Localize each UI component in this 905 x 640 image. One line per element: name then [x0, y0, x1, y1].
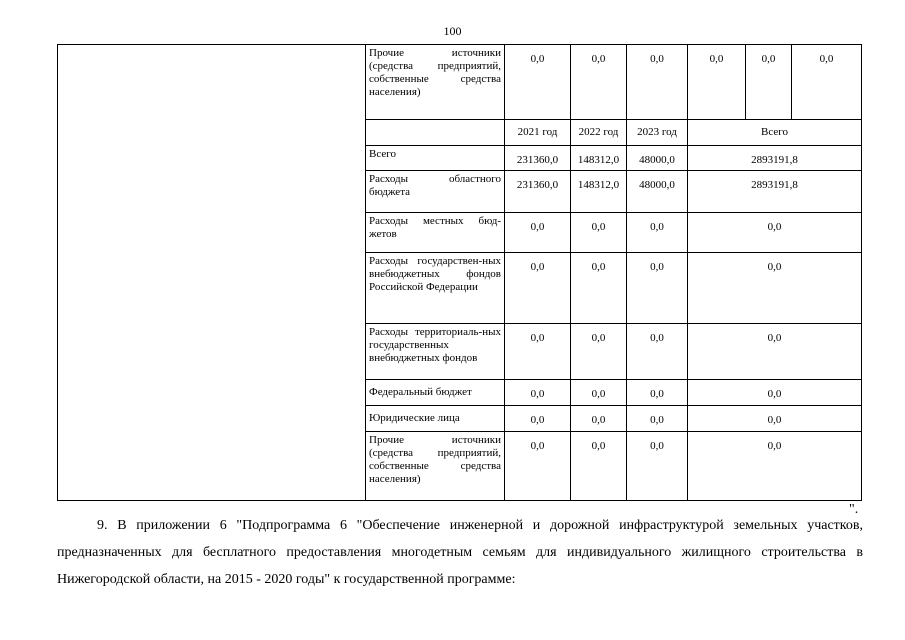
amendment-paragraph-text: 9. В приложении 6 "Подпрограмма 6 "Обеспечение инженерной и дорожной инфраструктурой земельных участков, предназначенных для бесплатного предоставления многодетным семьям для индивидуального жилищного строительства в Нижегородской области, на 2015 - 2020 годы" к государственной программе:: [57, 518, 863, 587]
row-label: Федеральный бюджет: [366, 380, 505, 406]
row-label: Прочие источники (средства предприятий, собственные средства населения): [366, 45, 505, 120]
cell-value: 0,0: [627, 213, 688, 253]
cell-value: 148312,0: [571, 146, 627, 171]
cell-total: 2893191,8: [688, 146, 862, 171]
cell-value: 0,0: [688, 45, 746, 120]
closing-quote: ".: [849, 502, 859, 517]
row-label: Расходы областного бюджета: [366, 171, 505, 213]
cell-value: 0,0: [571, 45, 627, 120]
table-row-other-sources-top: [58, 45, 862, 120]
cell-total: 0,0: [688, 380, 862, 406]
cell-total: 0,0: [688, 432, 862, 501]
blank-left-cell: [58, 45, 366, 501]
cell-total: 0,0: [688, 324, 862, 380]
cell-value: 48000,0: [627, 171, 688, 213]
cell-value: 0,0: [505, 432, 571, 501]
cell-value: 0,0: [746, 45, 792, 120]
cell-value: 0,0: [571, 380, 627, 406]
cell-total: 0,0: [688, 406, 862, 432]
cell-value: 0,0: [627, 324, 688, 380]
cell-value: 0,0: [571, 406, 627, 432]
row-label: Юридические лица: [366, 406, 505, 432]
cell-total: 0,0: [688, 213, 862, 253]
cell-value: 0,0: [505, 324, 571, 380]
header-empty-cell: [366, 120, 505, 146]
cell-value: 0,0: [571, 432, 627, 501]
cell-value: 0,0: [627, 432, 688, 501]
cell-value: 0,0: [627, 45, 688, 120]
cell-value: 0,0: [571, 213, 627, 253]
header-year-2021: 2021 год: [505, 120, 571, 146]
row-label: Расходы государствен-ных внебюджетных фондов Российской Федерации: [366, 253, 505, 324]
cell-value: 0,0: [627, 380, 688, 406]
cell-total: 2893191,8: [688, 171, 862, 213]
cell-value: 231360,0: [505, 146, 571, 171]
cell-value: 0,0: [627, 406, 688, 432]
cell-value: 148312,0: [571, 171, 627, 213]
cell-value: 0,0: [505, 380, 571, 406]
header-year-2023: 2023 год: [627, 120, 688, 146]
header-total: Всего: [688, 120, 862, 146]
cell-total: 0,0: [688, 253, 862, 324]
cell-value: 0,0: [505, 45, 571, 120]
cell-value: 0,0: [505, 406, 571, 432]
cell-value: 48000,0: [627, 146, 688, 171]
budget-table: [57, 44, 862, 501]
header-year-2022: 2022 год: [571, 120, 627, 146]
cell-value: 0,0: [792, 45, 862, 120]
page-number: 100: [443, 24, 462, 38]
row-label: Прочие источники (средства предприятий, собственные средства населения): [366, 432, 505, 501]
cell-value: 0,0: [505, 253, 571, 324]
cell-value: 0,0: [571, 324, 627, 380]
row-label: Всего: [366, 146, 505, 171]
cell-value: 0,0: [627, 253, 688, 324]
row-label: Расходы местных бюд-жетов: [366, 213, 505, 253]
cell-value: 0,0: [505, 213, 571, 253]
cell-value: 0,0: [571, 253, 627, 324]
row-label: Расходы территориаль-ных государственных внебюджетных фондов: [366, 324, 505, 380]
cell-value: 231360,0: [505, 171, 571, 213]
amendment-paragraph: [57, 512, 863, 593]
